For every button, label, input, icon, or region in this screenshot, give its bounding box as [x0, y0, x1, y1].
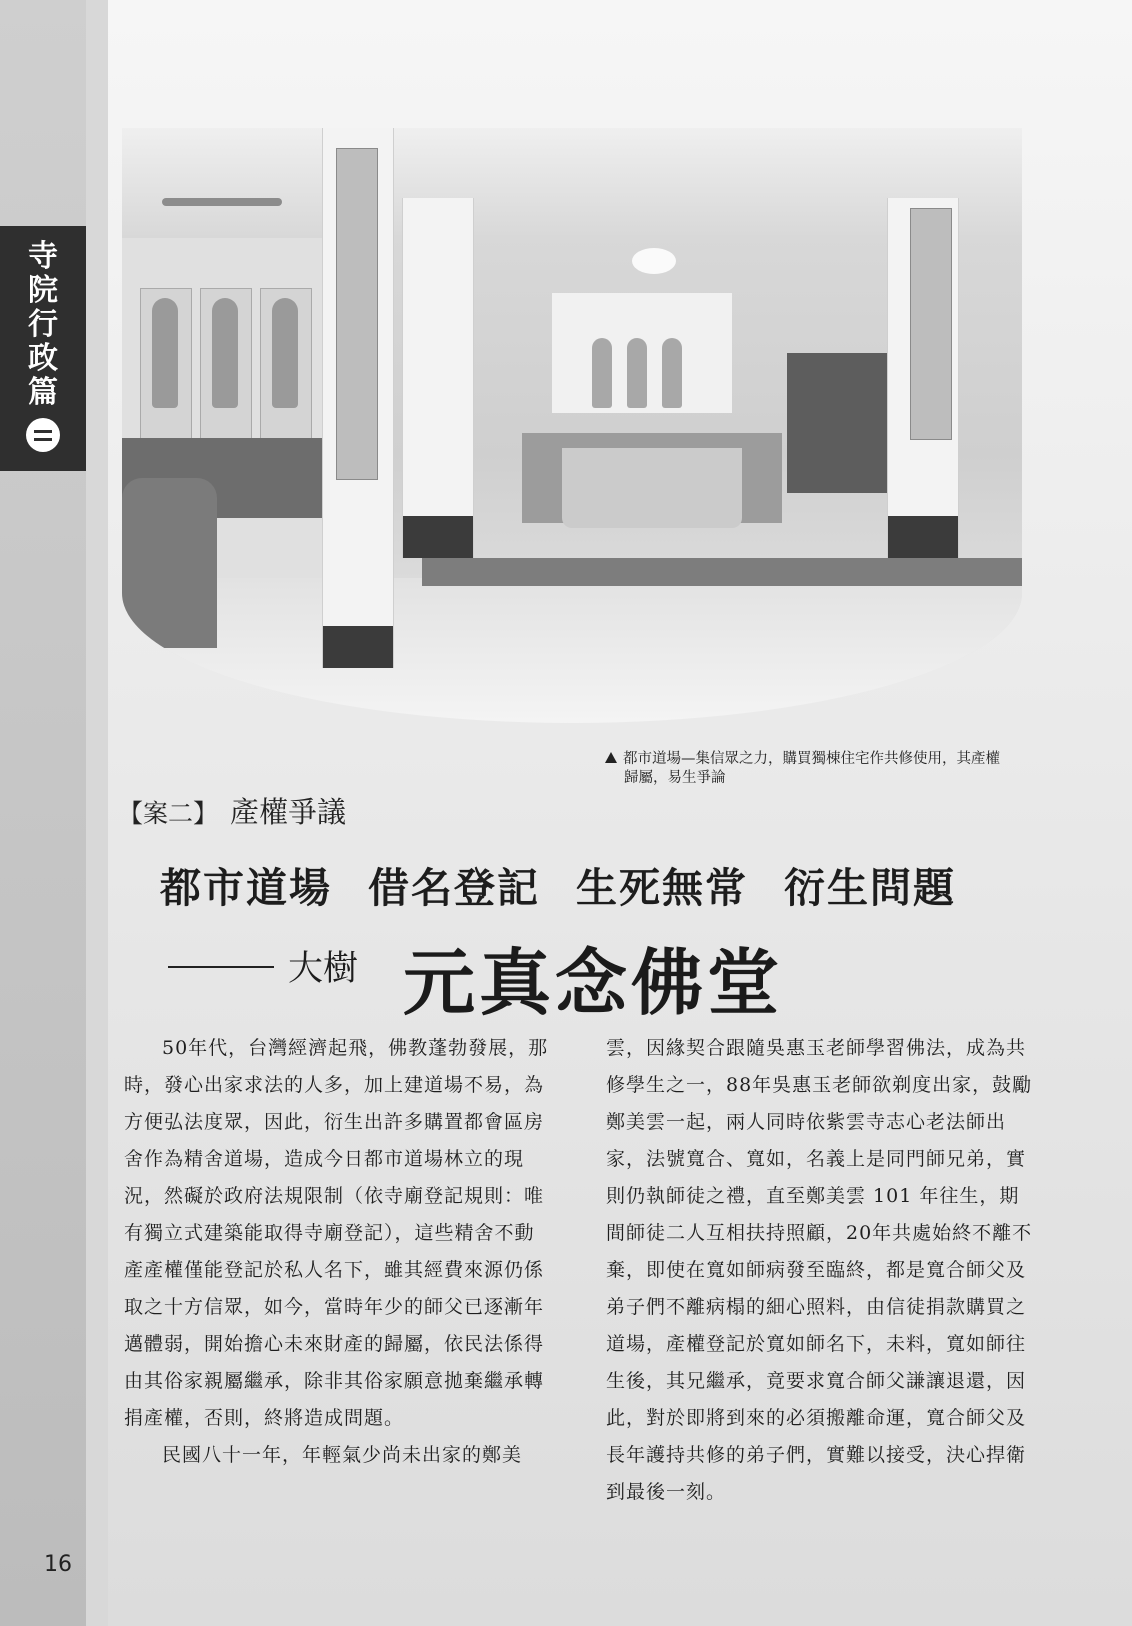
buddha-figure — [212, 298, 238, 408]
pillar-base — [888, 516, 958, 558]
wooden-screen — [787, 353, 887, 493]
case-label — [118, 790, 346, 831]
article-headline — [160, 855, 1020, 914]
case-tag: 【案二】 — [118, 799, 219, 828]
altar-cloth — [562, 448, 742, 528]
buddha-name-banner — [336, 148, 378, 480]
section-char: 篇 — [28, 375, 58, 410]
body-paragraph: 50年代，台灣經濟起飛，佛教蓬勃發展，那時，發心出家求法的人多，加上建道場不易，為方便弘法度眾，因此，衍生出許多購置都會區房舍作為精舍道場，造成今日都市道場林立的現況，然礙於政府法規限制（依寺廟登記規則：唯有獨立式建築能取得寺廟登記），這些精舍不動產產權僅能登記於私人名下，雖其經費來源仍係取之十方信眾，如今，當時年少的師父已逐漸年邁體弱，開始擔心未來財產的歸屬，依民法係得由其俗家親屬繼承，除非其俗家願意拋棄繼承轉捐產權，否則，終將造成問題。 — [124, 1037, 549, 1429]
section-char: 政 — [28, 341, 58, 376]
body-column-right — [606, 1030, 1036, 1511]
temple-name-calligraphy: 元真念佛堂 — [403, 940, 784, 1025]
buddha-figure — [272, 298, 298, 408]
pillar-base — [403, 516, 473, 558]
buddha-figure — [152, 298, 178, 408]
section-char: 院 — [28, 273, 58, 308]
section-number-badge — [26, 418, 60, 452]
photo-floor — [122, 578, 1022, 723]
floor-carpet — [422, 558, 1022, 586]
photo-caption — [605, 750, 1035, 788]
pillar-middle — [402, 198, 474, 558]
headline-part: 衍生問題 — [784, 864, 956, 912]
headline-part: 都市道場 — [160, 864, 332, 912]
pillar-base — [323, 626, 393, 668]
temple-interior-photo — [122, 128, 1022, 723]
buddha-name-banner — [910, 208, 952, 440]
body-column-left — [124, 1030, 554, 1474]
section-char: 寺 — [28, 239, 58, 274]
triangle-marker-icon — [605, 752, 617, 763]
ceiling-fan — [162, 198, 282, 206]
caption-line: 都市道場—集信眾之力，購買獨棟住宅作共修使用，其產權 — [623, 751, 1000, 767]
body-paragraph: 雲，因緣契合跟隨吳惠玉老師學習佛法，成為共修學生之一，88年吳惠玉老師欲剃度出家，鼓勵鄭美雲一起，兩人同時依紫雲寺志心老法師出家，法號寬合、寬如，名義上是同門師兄弟，實則仍執師徒之禮，直至鄭美雲 101 年往生，期間師徒二人互相扶持照顧，20年共處始終不離不棄，即使在寬如師病發至臨終，都是寬合師父及弟子們不離病榻的細心照料，由信徒捐款購買之道場，產權登記於寬如師名下，未料，寬如師往生後，其兄繼承，竟要求寬合師父謙讓退還，因此，對於即將到來的必須搬離命運，寬合師父及長年護持共修的弟子們，實難以接受，決心捍衛到最後一刻。 — [606, 1037, 1033, 1503]
caption-line: 歸屬，易生爭論 — [624, 770, 726, 786]
page-number: 16 — [44, 1552, 72, 1577]
bodhisattva-statue — [627, 338, 647, 408]
armchair — [122, 478, 217, 648]
headline-part: 生死無常 — [576, 864, 748, 912]
left-margin-band — [86, 0, 108, 1626]
chandelier — [632, 248, 676, 274]
bodhisattva-statue — [592, 338, 612, 408]
subhead-dash — [168, 966, 274, 968]
section-tab — [0, 226, 86, 471]
bodhisattva-statue — [662, 338, 682, 408]
headline-part: 借名登記 — [368, 864, 540, 912]
case-title: 產權爭議 — [230, 795, 347, 829]
article-subhead — [168, 925, 928, 1025]
subhead-place: 大樹 — [288, 949, 359, 989]
section-char: 行 — [28, 307, 58, 342]
body-paragraph: 民國八十一年，年輕氣少尚未出家的鄭美 — [162, 1444, 523, 1466]
